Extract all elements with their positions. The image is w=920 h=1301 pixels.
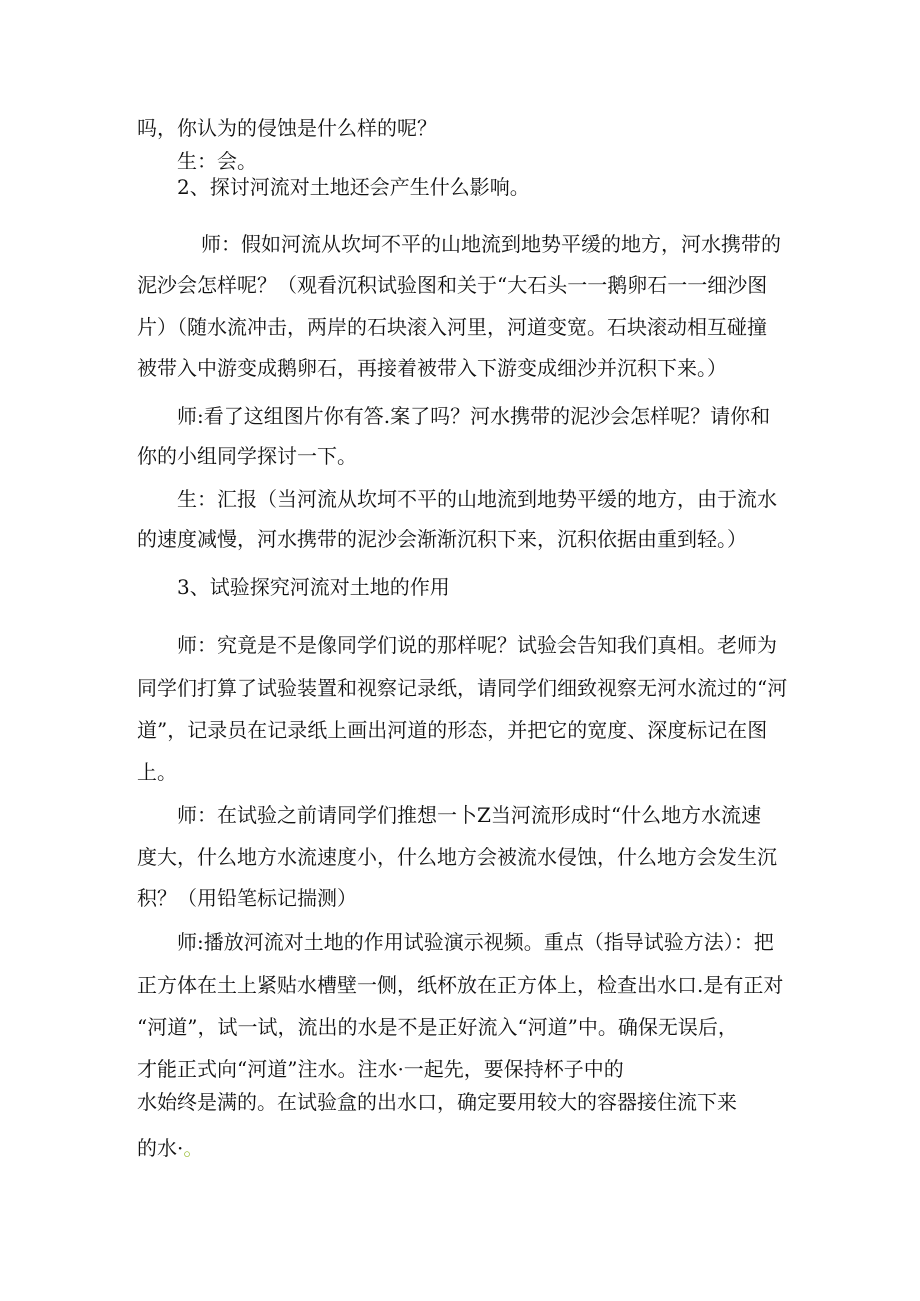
text-line-4: 师：假如河流从坎坷不平的山地流到地势平缓的地方，河水携带的 xyxy=(201,232,781,256)
final-text: 的水· xyxy=(137,1136,184,1160)
text-line-22: “河道”，试一试，流出的水是不是正好流入“河道”中。确保无误后， xyxy=(137,1015,738,1039)
text-line-25 xyxy=(137,1136,203,1160)
text-line-15: 道”，记录员在记录纸上画出河道的形态，并把它的宽度、深度标记在图 xyxy=(137,718,768,742)
text-line-14: 同学们打算了试验装置和视察记录纸，请同学们细致视察无河水流过的“河 xyxy=(137,676,788,700)
text-line-21: 正方体在土上紧贴水槽壁一侧，纸杯放在正方体上，检查出水口.是有正对 xyxy=(137,973,784,997)
end-mark: 。 xyxy=(183,1136,204,1160)
text-line-7: 被带入中游变成鹅卵石，再接着被带入下游变成细沙并沉积下来。） xyxy=(137,356,727,380)
text-line-5: 泥沙会怎样呢？（观看沉积试验图和关于“大石头一一鹅卵石一一细沙图 xyxy=(137,273,768,297)
text-line-17: 师：在试验之前请同学们推想一卜Z当河流形成时“什么地方水流速 xyxy=(177,803,762,827)
section-heading-3: 3、试验探究河流对土地的作用 xyxy=(177,575,450,599)
text-line-24: 水始终是满的。在试验盒的出水口，确定要用较大的容器接住流下来 xyxy=(137,1090,737,1114)
text-line-23: 才能正式向“河道”注水。注水·一起先，要保持杯子中的 xyxy=(137,1057,624,1081)
text-line-2: 生：会。 xyxy=(177,149,257,173)
text-line-16: 上。 xyxy=(137,760,177,784)
text-line-19: 积？（用铅笔标记揣测） xyxy=(137,886,357,910)
text-line-8: 师:看了这组图片你有答.案了吗？河水携带的泥沙会怎样呢？请你和 xyxy=(177,404,771,428)
text-line-3: 2、探讨河流对土地还会产生什么影响。 xyxy=(177,175,530,199)
text-line-6: 片）（随水流冲击，两岸的石块滚入河里，河道变宽。石块滚动相互碰撞 xyxy=(137,315,767,339)
text-line-13: 师：究竟是不是像同学们说的那样呢？试验会告知我们真相。老师为 xyxy=(177,633,777,657)
text-line-11: 的速度减慢，河水携带的泥沙会渐渐沉积下来，沉积依据由重到轻。） xyxy=(137,527,747,551)
text-line-9: 你的小组同学探讨一下。 xyxy=(137,444,357,468)
text-line-10: 生：汇报（当河流从坎坷不平的山地流到地势平缓的地方，由于流水 xyxy=(177,487,777,511)
text-line-1: 吗，你认为的侵蚀是什么样的呢？ xyxy=(137,116,437,140)
text-line-18: 度大，什么地方水流速度小，什么地方会被流水侵蚀，什么地方会发生沉 xyxy=(137,845,777,869)
text-line-20: 师:播放河流对土地的作用试验演示视频。重点（指导试验方法）：把 xyxy=(177,930,774,954)
